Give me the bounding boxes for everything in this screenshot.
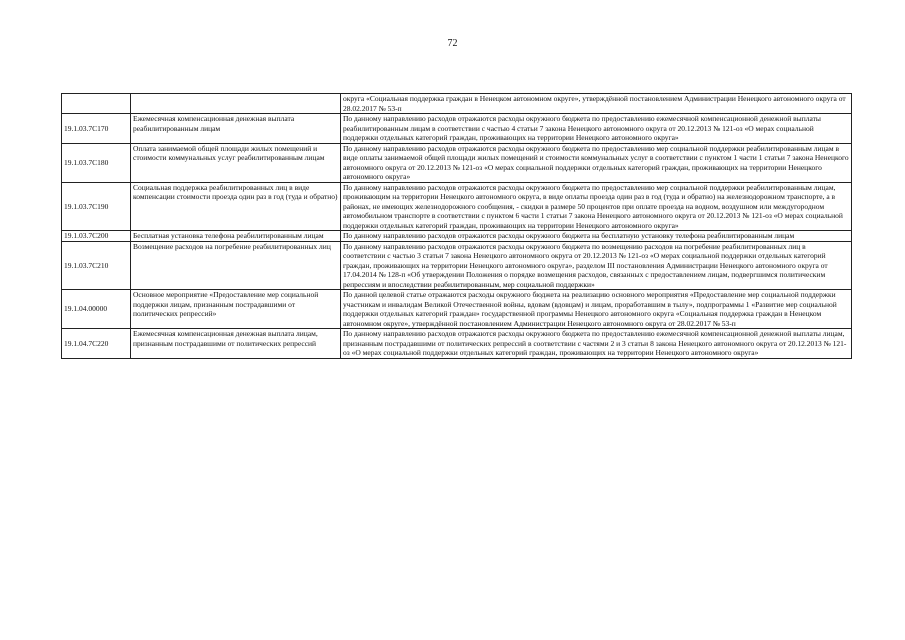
row-name-cell: [131, 94, 341, 114]
table-row: [62, 290, 852, 329]
row-name-cell: Оплата занимаемой общей площади жилых помещений и стоимости коммунальных услуг реабилитированным лицам: [131, 143, 341, 182]
row-name-cell: Возмещение расходов на погребение реабилитированных лиц: [131, 241, 341, 290]
row-description-cell: округа «Социальная поддержка граждан в Ненецком автономном округе», утверждённой постановлением Администрации Ненецкого автономного округа от 28.02.2017 № 53-п: [341, 94, 852, 114]
row-code-cell: 19.1.03.7С200: [62, 231, 131, 242]
budget-classification-table: [61, 93, 852, 359]
row-code-cell: 19.1.03.7С190: [62, 182, 131, 231]
table-row: [62, 114, 852, 144]
row-description-cell: По данному направлению расходов отражаются расходы окружного бюджета по возмещению расходов на погребение реабилитированных лиц в соответствии с частью 3 статьи 7 закона Ненецкого автономного округа от 20.12.2013 № 121-оз «О мерах социальной поддержки отдельных категорий граждан, проживающих на территории Ненецкого автономного округа», разделом III постановления Администрации Ненецкого автономного округа от 17.04.2014 № 128-п «Об утверждении Положения о порядке возмещения расходов, связанных с предоставлением лицам, подвергшимся политическим репрессиям и впоследствии реабилитированным, мер социальной поддержки»: [341, 241, 852, 290]
row-name-cell: Ежемесячная компенсационная денежная выплата лицам, признанным пострадавшими от политических репрессий: [131, 329, 341, 359]
table-row: [62, 241, 852, 290]
row-code-cell: 19.1.04.00000: [62, 290, 131, 329]
row-code-cell: 19.1.03.7С180: [62, 143, 131, 182]
row-code-cell: 19.1.03.7С210: [62, 241, 131, 290]
row-code-cell: 19.1.03.7С170: [62, 114, 131, 144]
row-description-cell: По данному направлению расходов отражаются расходы окружного бюджета по предоставлению ежемесячной компенсационной денежной выплаты реабилитированным лицам в соответствии с частью 4 статьи 7 закона Ненецкого автономного округа от 20.12.2013 № 121-оз «О мерах социальной поддержки отдельных категорий граждан, проживающих на территории Ненецкого автономного округа»: [341, 114, 852, 144]
row-description-cell: По данному направлению расходов отражаются расходы окружного бюджета на бесплатную установку телефона реабилитированным лицам: [341, 231, 852, 242]
page-number: 72: [447, 38, 458, 49]
table-row: [62, 182, 852, 231]
row-code-cell: 19.1.04.7С220: [62, 329, 131, 359]
table-row: [62, 231, 852, 242]
row-description-cell: По данному направлению расходов отражаются расходы окружного бюджета по предоставлению мер социальной поддержки реабилитированным лицам в виде оплаты занимаемой общей площади жилых помещений и стоимости коммунальных услуг в соответствии с пунктом 1 части 1 статьи 7 закона Ненецкого автономного округа от 20.12.2013 № 121-оз «О мерах социальной поддержки отдельных категорий граждан, проживающих на территории Ненецкого автономного округа»: [341, 143, 852, 182]
table-row: [62, 94, 852, 114]
row-name-cell: Ежемесячная компенсационная денежная выплата реабилитированным лицам: [131, 114, 341, 144]
row-name-cell: Бесплатная установка телефона реабилитированным лицам: [131, 231, 341, 242]
table-row: [62, 143, 852, 182]
row-description-cell: По данному направлению расходов отражаются расходы окружного бюджета по предоставлению ежемесячной компенсационной денежной выплаты лицам, признанным пострадавшими от политических репрессий в соответствии с частями 2 и 3 статьи 8 закона Ненецкого автономного округа от 20.12.2013 № 121-оз «О мерах социальной поддержки отдельных категорий граждан, проживающих на территории Ненецкого автономного округа»: [341, 329, 852, 359]
table-body: [62, 94, 852, 359]
row-name-cell: Социальная поддержка реабилитированных лиц в виде компенсации стоимости проезда один раз в год (туда и обратно): [131, 182, 341, 231]
row-name-cell: Основное мероприятие «Предоставление мер социальной поддержки лицам, признанным пострадавшими от политических репрессий»: [131, 290, 341, 329]
table-row: [62, 329, 852, 359]
row-code-cell: [62, 94, 131, 114]
row-description-cell: По данной целевой статье отражаются расходы окружного бюджета на реализацию основного мероприятия «Предоставление мер социальной поддержки участникам и инвалидам Великой Отечественной войны, вдовам (вдовцам) и лицам, проработавшим в тылу», подпрограммы 1 «Развитие мер социальной поддержки отдельных категорий граждан» государственной программы Ненецкого автономного округа «Социальная поддержка граждан в Ненецком автономном округе», утверждённой постановлением Администрации Ненецкого автономного округа от 28.02.2017 № 53-п: [341, 290, 852, 329]
row-description-cell: По данному направлению расходов отражаются расходы окружного бюджета по предоставлению мер социальной поддержки реабилитированным лицам, проживающим на территории Ненецкого автономного округа, в виде оплаты проезда один раз в год (туда и обратно) на железнодорожном транспорте, а в районах, не имеющих железнодорожного сообщения, - скидки в размере 50 процентов при оплате проезда на водном, воздушном или междугородном автомобильном транспорте в соответствии с пунктом 6 части 1 статьи 7 закона Ненецкого автономного округа от 20.12.2013 № 121-оз «О мерах социальной поддержки отдельных категорий граждан, проживающих на территории Ненецкого автономного округа»: [341, 182, 852, 231]
